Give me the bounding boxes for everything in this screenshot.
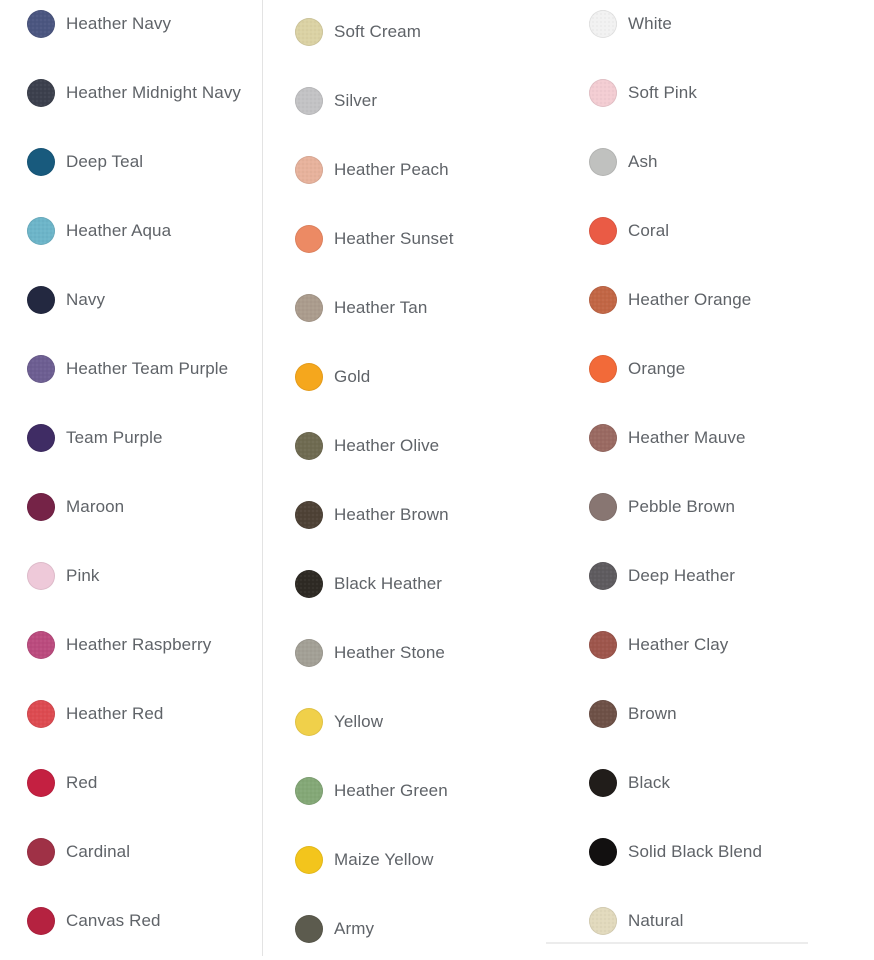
color-label: Heather Sunset xyxy=(334,229,454,248)
color-option-team-purple[interactable] xyxy=(27,424,241,452)
color-option-maize-yellow[interactable] xyxy=(295,846,454,874)
color-swatch-icon[interactable] xyxy=(27,562,55,590)
color-option-heather-brown[interactable] xyxy=(295,501,454,529)
color-swatch-icon[interactable] xyxy=(589,355,617,383)
column-divider xyxy=(262,0,263,956)
color-label: Coral xyxy=(628,221,670,240)
color-swatch-icon[interactable] xyxy=(295,846,323,874)
color-label: Heather Olive xyxy=(334,436,440,455)
color-swatch-icon[interactable] xyxy=(27,769,55,797)
color-swatch-icon[interactable] xyxy=(27,355,55,383)
color-option-army[interactable] xyxy=(295,915,454,943)
color-swatch-icon[interactable] xyxy=(589,79,617,107)
color-label: Heather Green xyxy=(334,781,448,800)
color-option-heather-mauve[interactable] xyxy=(589,424,762,452)
color-label: Army xyxy=(334,919,375,938)
color-option-heather-sunset[interactable] xyxy=(295,225,454,253)
color-option-natural[interactable] xyxy=(589,907,762,935)
color-label: Heather Clay xyxy=(628,635,729,654)
color-label: Deep Heather xyxy=(628,566,736,585)
color-option-heather-tan[interactable] xyxy=(295,294,454,322)
color-swatch-icon[interactable] xyxy=(27,631,55,659)
color-swatch-icon[interactable] xyxy=(589,286,617,314)
color-swatch-icon[interactable] xyxy=(27,700,55,728)
color-option-heather-team-purple[interactable] xyxy=(27,355,241,383)
color-swatch-icon[interactable] xyxy=(589,217,617,245)
color-swatch-icon[interactable] xyxy=(295,87,323,115)
color-label: Heather Tan xyxy=(334,298,428,317)
color-swatch-icon[interactable] xyxy=(589,10,617,38)
color-option-pink[interactable] xyxy=(27,562,241,590)
color-label: Yellow xyxy=(334,712,384,731)
color-option-deep-teal[interactable] xyxy=(27,148,241,176)
color-label: Soft Cream xyxy=(334,22,421,41)
color-option-white[interactable] xyxy=(589,10,762,38)
color-option-soft-pink[interactable] xyxy=(589,79,762,107)
color-option-heather-green[interactable] xyxy=(295,777,454,805)
color-label: Heather Orange xyxy=(628,290,752,309)
color-swatch-icon[interactable] xyxy=(295,432,323,460)
color-column-3 xyxy=(589,10,762,960)
color-swatch-icon[interactable] xyxy=(295,156,323,184)
color-label: Heather Midnight Navy xyxy=(66,83,242,102)
color-label: Heather Navy xyxy=(66,14,172,33)
color-option-orange[interactable] xyxy=(589,355,762,383)
color-label: Deep Teal xyxy=(66,152,144,171)
color-label: Heather Mauve xyxy=(628,428,746,447)
color-option-heather-clay[interactable] xyxy=(589,631,762,659)
color-option-maroon[interactable] xyxy=(27,493,241,521)
color-swatch-icon[interactable] xyxy=(27,424,55,452)
color-label: Navy xyxy=(66,290,106,309)
color-option-heather-stone[interactable] xyxy=(295,639,454,667)
color-swatch-icon[interactable] xyxy=(295,18,323,46)
color-option-navy[interactable] xyxy=(27,286,241,314)
color-option-heather-midnight-navy[interactable] xyxy=(27,79,241,107)
color-swatch-icon[interactable] xyxy=(589,493,617,521)
color-label: Team Purple xyxy=(66,428,163,447)
color-label: Natural xyxy=(628,911,684,930)
color-label: Red xyxy=(66,773,98,792)
color-option-silver[interactable] xyxy=(295,87,454,115)
color-option-deep-heather[interactable] xyxy=(589,562,762,590)
color-label: Orange xyxy=(628,359,686,378)
color-swatch-icon[interactable] xyxy=(27,79,55,107)
color-option-canvas-red[interactable] xyxy=(27,907,241,935)
color-swatch-icon[interactable] xyxy=(295,708,323,736)
color-option-heather-aqua[interactable] xyxy=(27,217,241,245)
color-option-ash[interactable] xyxy=(589,148,762,176)
color-swatch-icon[interactable] xyxy=(295,363,323,391)
color-swatch-icon[interactable] xyxy=(27,493,55,521)
color-option-brown[interactable] xyxy=(589,700,762,728)
color-swatch-icon[interactable] xyxy=(295,294,323,322)
color-swatch-icon[interactable] xyxy=(27,286,55,314)
color-option-red[interactable] xyxy=(27,769,241,797)
color-swatch-icon[interactable] xyxy=(27,907,55,935)
color-option-soft-cream[interactable] xyxy=(295,18,454,46)
color-label: White xyxy=(628,14,672,33)
color-swatch-icon[interactable] xyxy=(295,639,323,667)
color-option-heather-navy[interactable] xyxy=(27,10,241,38)
color-swatch-icon[interactable] xyxy=(589,631,617,659)
color-option-gold[interactable] xyxy=(295,363,454,391)
color-label: Heather Aqua xyxy=(66,221,172,240)
color-option-heather-orange[interactable] xyxy=(589,286,762,314)
color-swatch-icon[interactable] xyxy=(27,217,55,245)
color-option-pebble-brown[interactable] xyxy=(589,493,762,521)
color-swatch-icon[interactable] xyxy=(589,562,617,590)
color-swatch-icon[interactable] xyxy=(295,915,323,943)
color-label: Cardinal xyxy=(66,842,131,861)
color-option-heather-peach[interactable] xyxy=(295,156,454,184)
color-option-heather-raspberry[interactable] xyxy=(27,631,241,659)
color-swatch-icon[interactable] xyxy=(589,424,617,452)
color-label: Heather Peach xyxy=(334,160,449,179)
color-label: Pink xyxy=(66,566,100,585)
color-label: Maize Yellow xyxy=(334,850,434,869)
color-label: Heather Raspberry xyxy=(66,635,212,654)
color-label: Soft Pink xyxy=(628,83,697,102)
color-option-cardinal[interactable] xyxy=(27,838,241,866)
color-swatch-icon[interactable] xyxy=(27,148,55,176)
color-column-1 xyxy=(27,10,241,960)
color-column-2 xyxy=(295,18,454,960)
color-swatch-icon[interactable] xyxy=(295,501,323,529)
color-swatch-icon[interactable] xyxy=(589,769,617,797)
section-divider xyxy=(546,942,808,944)
color-swatch-icon[interactable] xyxy=(295,777,323,805)
color-label: Canvas Red xyxy=(66,911,161,930)
color-swatch-icon[interactable] xyxy=(27,838,55,866)
color-label: Heather Team Purple xyxy=(66,359,229,378)
color-label: Solid Black Blend xyxy=(628,842,762,861)
color-option-yellow[interactable] xyxy=(295,708,454,736)
color-label: Heather Brown xyxy=(334,505,449,524)
color-label: Heather Stone xyxy=(334,643,445,662)
color-label: Silver xyxy=(334,91,378,110)
color-option-heather-red[interactable] xyxy=(27,700,241,728)
color-option-coral[interactable] xyxy=(589,217,762,245)
color-option-heather-olive[interactable] xyxy=(295,432,454,460)
color-label: Black xyxy=(628,773,671,792)
color-option-black[interactable] xyxy=(589,769,762,797)
color-swatch-icon[interactable] xyxy=(27,10,55,38)
color-label: Heather Red xyxy=(66,704,164,723)
color-swatch-icon[interactable] xyxy=(589,838,617,866)
color-label: Black Heather xyxy=(334,574,443,593)
color-label: Maroon xyxy=(66,497,125,516)
color-swatch-icon[interactable] xyxy=(589,148,617,176)
color-label: Gold xyxy=(334,367,371,386)
color-option-black-heather[interactable] xyxy=(295,570,454,598)
color-option-solid-black-blend[interactable] xyxy=(589,838,762,866)
color-swatch-icon[interactable] xyxy=(295,570,323,598)
color-label: Brown xyxy=(628,704,677,723)
color-swatch-icon[interactable] xyxy=(295,225,323,253)
color-label: Pebble Brown xyxy=(628,497,736,516)
color-swatch-icon[interactable] xyxy=(589,700,617,728)
color-label: Ash xyxy=(628,152,658,171)
color-swatch-icon[interactable] xyxy=(589,907,617,935)
